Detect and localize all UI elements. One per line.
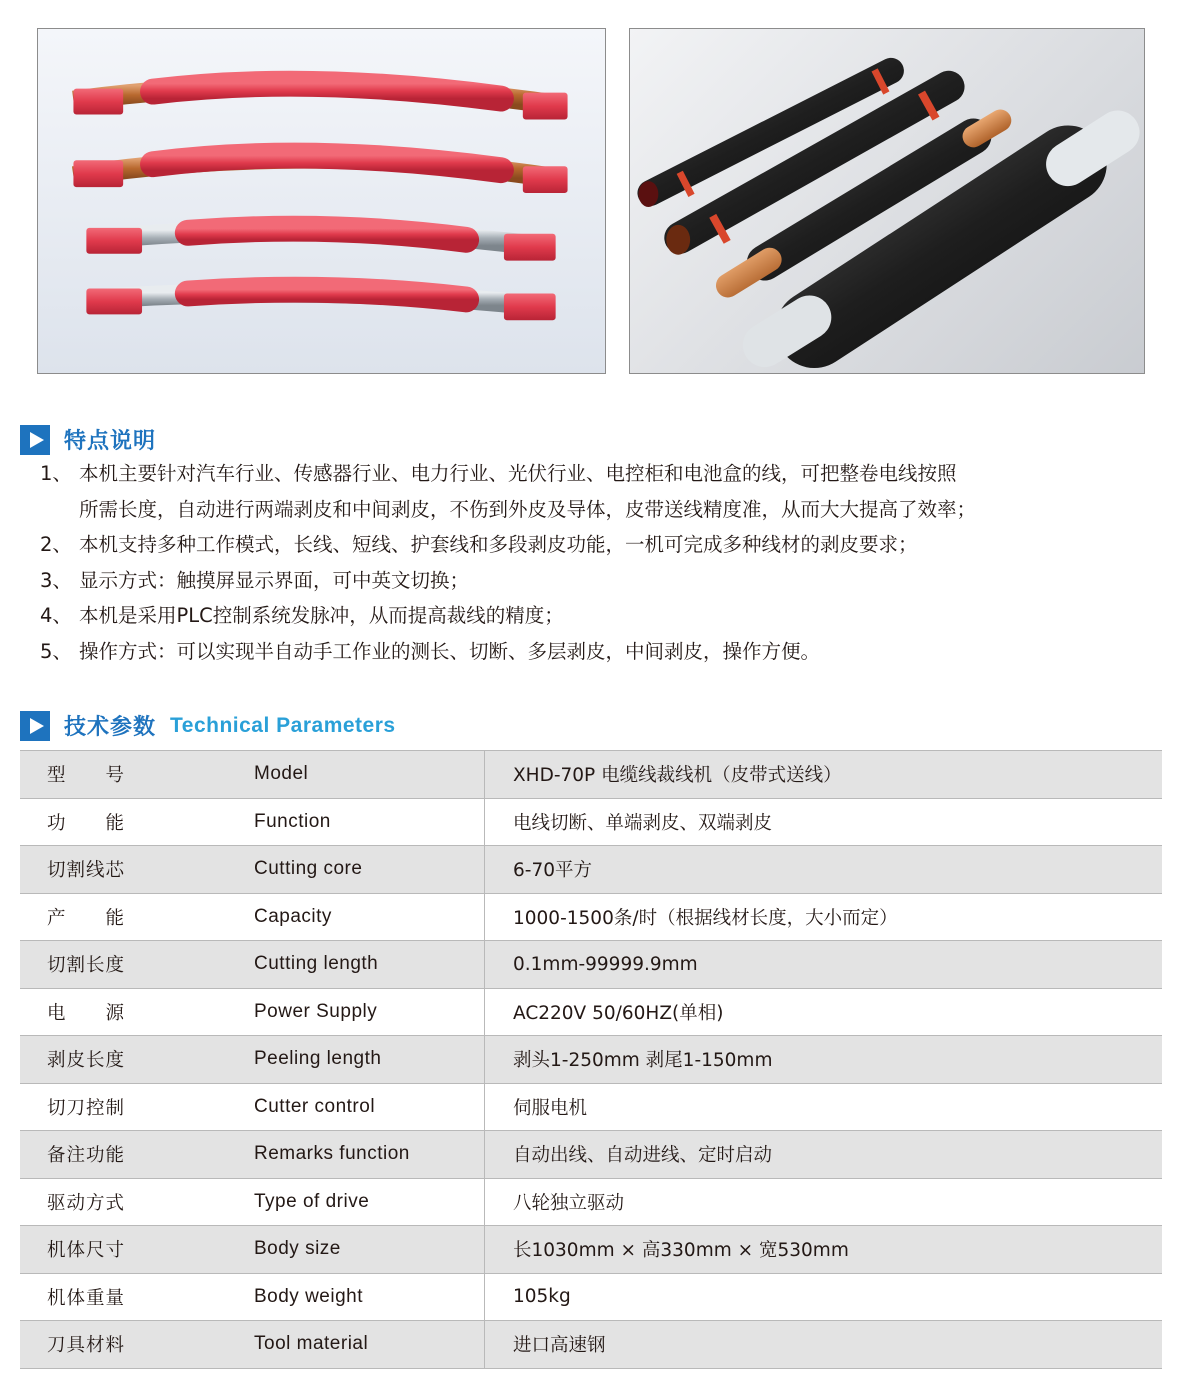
- black-cables-illustration: [630, 29, 1144, 373]
- red-cables-illustration: [38, 29, 605, 373]
- param-name-cn: 剥皮长度: [20, 1036, 254, 1084]
- param-name-cn: 刀具材料: [20, 1321, 254, 1369]
- feature-text: 本机是采用PLC控制系统发脉冲，从而提高裁线的精度；: [79, 604, 564, 627]
- param-name-en: Power Supply: [254, 988, 485, 1036]
- table-row: [20, 893, 1162, 941]
- param-name-en: Cutting length: [254, 941, 485, 989]
- params-title: 技术参数: [64, 715, 157, 740]
- param-value: 长1030mm × 高330mm × 宽530mm: [485, 1226, 1163, 1274]
- param-name-cn: 电 源: [20, 988, 254, 1036]
- param-value: XHD-70P 电缆线裁线机（皮带式送线）: [485, 751, 1163, 799]
- feature-item: [40, 456, 1170, 492]
- feature-item-continuation: [40, 492, 1170, 528]
- params-subtitle: Technical Parameters: [170, 713, 396, 737]
- play-icon: [20, 711, 50, 741]
- features-title: 特点说明: [64, 429, 157, 454]
- table-row: [20, 1083, 1162, 1131]
- param-name-cn: 机体尺寸: [20, 1226, 254, 1274]
- features-header: [20, 424, 156, 455]
- param-value: 进口高速钢: [485, 1321, 1163, 1369]
- param-name-cn: 机体重量: [20, 1273, 254, 1321]
- table-row: [20, 941, 1162, 989]
- param-value: 6-70平方: [485, 846, 1163, 894]
- param-name-en: Peeling length: [254, 1036, 485, 1084]
- param-name-en: Type of drive: [254, 1178, 485, 1226]
- feature-item: [40, 634, 1170, 670]
- parameters-table: [20, 750, 1162, 1369]
- feature-number: 3、: [40, 568, 72, 592]
- param-value: 105kg: [485, 1273, 1163, 1321]
- black-cables-photo: [629, 28, 1145, 374]
- table-row: [20, 988, 1162, 1036]
- red-cables-photo: [37, 28, 606, 374]
- feature-text: 本机支持多种工作模式，长线、短线、护套线和多段剥皮功能，一机可完成多种线材的剥皮要求；: [79, 533, 918, 556]
- feature-text: 本机主要针对汽车行业、传感器行业、电力行业、光伏行业、电控柜和电池盒的线，可把整卷电线按照: [79, 462, 957, 485]
- param-name-en: Body size: [254, 1226, 485, 1274]
- param-name-en: Tool material: [254, 1321, 485, 1369]
- feature-item: [40, 598, 1170, 634]
- feature-item: [40, 527, 1170, 563]
- param-value: 自动出线、自动进线、定时启动: [485, 1131, 1163, 1179]
- table-row: [20, 846, 1162, 894]
- param-value: 剥头1-250mm 剥尾1-150mm: [485, 1036, 1163, 1084]
- param-name-en: Body weight: [254, 1273, 485, 1321]
- table-row: [20, 1036, 1162, 1084]
- param-name-en: Cutting core: [254, 846, 485, 894]
- param-name-cn: 驱动方式: [20, 1178, 254, 1226]
- table-row: [20, 1321, 1162, 1369]
- param-name-cn: 产 能: [20, 893, 254, 941]
- param-name-en: Remarks function: [254, 1131, 485, 1179]
- param-name-cn: 切刀控制: [20, 1083, 254, 1131]
- param-value: 八轮独立驱动: [485, 1178, 1163, 1226]
- param-name-cn: 备注功能: [20, 1131, 254, 1179]
- param-name-en: Cutter control: [254, 1083, 485, 1131]
- param-name-cn: 型 号: [20, 751, 254, 799]
- table-row: [20, 1131, 1162, 1179]
- param-value: 0.1mm-99999.9mm: [485, 941, 1163, 989]
- table-row: [20, 1178, 1162, 1226]
- param-name-cn: 切割线芯: [20, 846, 254, 894]
- param-value: AC220V 50/60HZ(单相): [485, 988, 1163, 1036]
- param-name-cn: 功 能: [20, 798, 254, 846]
- feature-text: 显示方式：触摸屏显示界面，可中英文切换；: [79, 568, 470, 592]
- play-icon: [20, 425, 50, 455]
- param-name-en: Function: [254, 798, 485, 846]
- feature-number: 2、: [40, 533, 72, 556]
- table-row: [20, 1273, 1162, 1321]
- param-name-en: Capacity: [254, 893, 485, 941]
- table-row: [20, 751, 1162, 799]
- feature-text: 所需长度，自动进行两端剥皮和中间剥皮，不伤到外皮及导体，皮带送线精度准，从而大大提高了效率；: [79, 497, 977, 521]
- param-value: 伺服电机: [485, 1083, 1163, 1131]
- feature-item: [40, 563, 1170, 599]
- feature-number: 5、: [40, 639, 72, 663]
- param-name-cn: 切割长度: [20, 941, 254, 989]
- params-header: [20, 710, 396, 741]
- param-name-en: Model: [254, 751, 485, 799]
- feature-number: 4、: [40, 604, 72, 627]
- feature-text: 操作方式：可以实现半自动手工作业的测长、切断、多层剥皮，中间剥皮，操作方便。: [79, 639, 821, 663]
- param-value: 电线切断、单端剥皮、双端剥皮: [485, 798, 1163, 846]
- features-list: [40, 456, 1170, 669]
- feature-number: 1、: [40, 462, 72, 485]
- param-value: 1000-1500条/时（根据线材长度，大小而定）: [485, 893, 1163, 941]
- table-row: [20, 798, 1162, 846]
- table-row: [20, 1226, 1162, 1274]
